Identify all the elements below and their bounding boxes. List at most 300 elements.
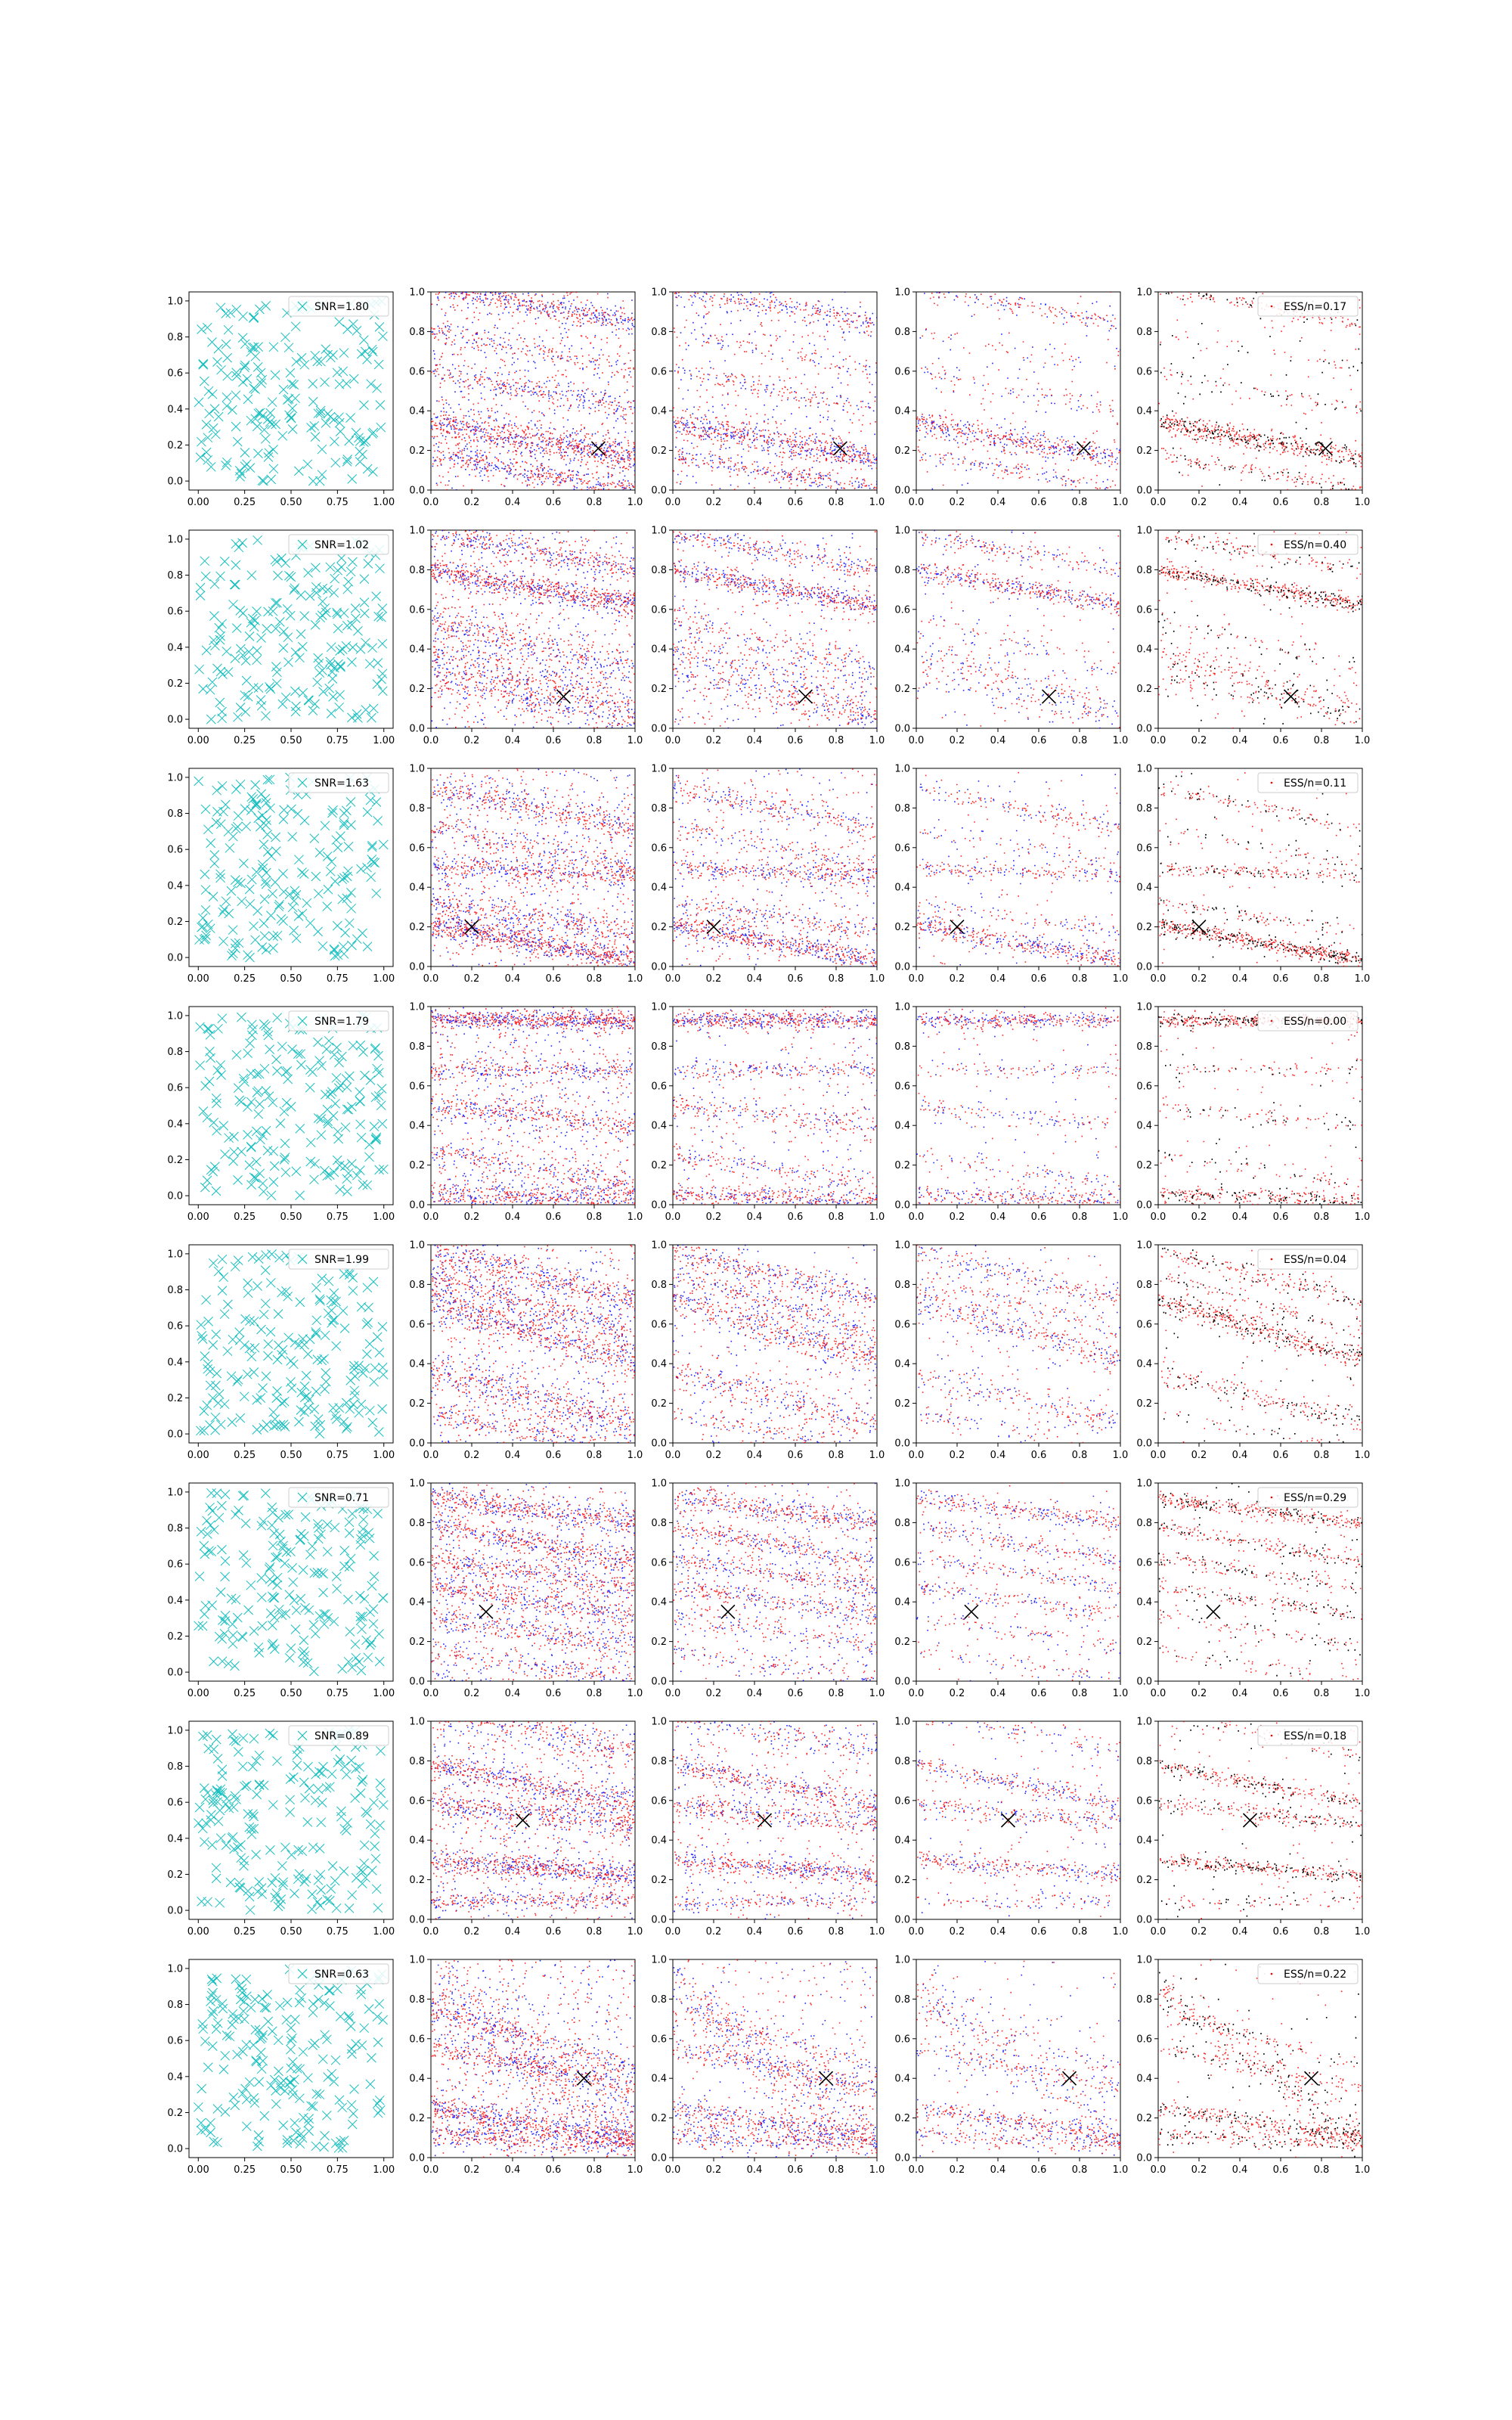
panel-r0-c0-xtick-label: 0.75 bbox=[326, 497, 349, 508]
panel-r0-c4-xtick-label: 0.4 bbox=[1232, 497, 1248, 508]
panel-r3-c3-ytick-label: 0.6 bbox=[894, 1081, 910, 1093]
panel-r3-c1-xtick-label: 0.4 bbox=[504, 1212, 521, 1223]
panel-r2-c1-xtick-label: 0.8 bbox=[586, 973, 603, 985]
panel-r7-c4-xtick-label: 0.2 bbox=[1191, 2164, 1207, 2176]
panel-r1-c4-ytick-label: 0.4 bbox=[1136, 644, 1152, 656]
panel-r0-c3-xtick-label: 0.0 bbox=[908, 497, 925, 508]
panel-r0-c4-xtick-label: 0.0 bbox=[1150, 497, 1167, 508]
panel-r7-c0-xtick-label: 0.50 bbox=[280, 2164, 302, 2176]
panel-r7-c1-ytick-label: 0.0 bbox=[409, 2152, 425, 2164]
panel-r0-c4-ytick-label: 0.4 bbox=[1136, 405, 1152, 417]
panel-r7-c0-ytick-label: 0.8 bbox=[167, 2000, 183, 2012]
panel-r2-c1-ytick-label: 0.0 bbox=[409, 961, 425, 973]
panel-r4-c0-xtick-label: 1.00 bbox=[373, 1450, 395, 1461]
panel-r4-c4-ytick-label: 0.4 bbox=[1136, 1358, 1152, 1370]
panel-r1-c3-ytick-label: 0.4 bbox=[894, 644, 910, 656]
panel-r0-c2-xtick-label: 0.2 bbox=[705, 497, 722, 508]
panel-r0-c4-legend-marker bbox=[1271, 306, 1273, 308]
panel-r7-c0-ytick-label: 1.0 bbox=[167, 1963, 183, 1975]
panel-r1-c0-xtick-label: 0.00 bbox=[187, 735, 209, 746]
panel-r6-c0-xtick-label: 0.75 bbox=[326, 1926, 349, 1938]
panel-r5-c3-ytick-label: 1.0 bbox=[894, 1478, 910, 1490]
panel-r0-c2-xtick-label: 0.6 bbox=[787, 497, 804, 508]
panel-r0-c4-ytick-label: 1.0 bbox=[1136, 287, 1152, 299]
panel-r1-c4-xtick-label: 1.0 bbox=[1354, 735, 1371, 746]
panel-r3-c0-xtick-label: 0.75 bbox=[326, 1212, 349, 1223]
panel-r3-c2-ytick-label: 0.0 bbox=[651, 1199, 667, 1212]
panel-r0-c2-xtick-label: 0.4 bbox=[746, 497, 763, 508]
panel-r0-c0-ytick-label: 0.6 bbox=[167, 368, 183, 380]
panel-r3-c1-ytick-label: 1.0 bbox=[409, 1001, 425, 1013]
panel-r1-c2-xtick-label: 0.2 bbox=[705, 735, 722, 746]
panel-r3-c1-ytick-label: 0.8 bbox=[409, 1041, 425, 1053]
panel-r3-c3-ytick-label: 1.0 bbox=[894, 1001, 910, 1013]
panel-r2-c2-ytick-label: 0.4 bbox=[651, 882, 667, 894]
panel-r2-c1-ytick-label: 1.0 bbox=[409, 763, 425, 775]
panel-r4-c2-ytick-label: 0.6 bbox=[651, 1319, 667, 1331]
panel-r6-c4-ytick-label: 0.0 bbox=[1136, 1914, 1152, 1926]
panel-r4-c3-ytick-label: 0.8 bbox=[894, 1279, 910, 1291]
panel-r3-c3-xtick-label: 0.2 bbox=[949, 1212, 965, 1223]
panel-r4-c4-xtick-label: 0.6 bbox=[1272, 1450, 1289, 1461]
panel-r6-c1-ytick-label: 1.0 bbox=[409, 1716, 425, 1728]
panel-r5-c2-xtick-label: 0.0 bbox=[665, 1688, 681, 1699]
panel-r6-c1-ytick-label: 0.0 bbox=[409, 1914, 425, 1926]
panel-r7-c3-xtick-label: 1.0 bbox=[1112, 2164, 1129, 2176]
panel-r6-c0-ytick-label: 0.8 bbox=[167, 1761, 183, 1773]
panel-r7-c2-xtick-label: 0.4 bbox=[746, 2164, 763, 2176]
panel-r3-c3-ytick-label: 0.2 bbox=[894, 1160, 910, 1172]
panel-r0-c3-xtick-label: 1.0 bbox=[1112, 497, 1129, 508]
panel-r4-c4-xtick-label: 0.4 bbox=[1232, 1450, 1248, 1461]
panel-r5-c4-ytick-label: 0.8 bbox=[1136, 1517, 1152, 1529]
panel-r6-c4-xtick-label: 0.2 bbox=[1191, 1926, 1207, 1938]
panel-r0-c3-xtick-label: 0.6 bbox=[1030, 497, 1047, 508]
panel-r2-c0-xtick-label: 0.25 bbox=[234, 973, 256, 985]
panel-r6-c2-ytick-label: 1.0 bbox=[651, 1716, 667, 1728]
panel-r1-c2-xtick-label: 0.6 bbox=[787, 735, 804, 746]
panel-r2-c3-xtick-label: 0.8 bbox=[1071, 973, 1088, 985]
panel-r2-c0-ytick-label: 0.4 bbox=[167, 880, 183, 892]
panel-r4-c4-ytick-label: 1.0 bbox=[1136, 1239, 1152, 1252]
panel-r4-c4-ytick-label: 0.2 bbox=[1136, 1398, 1152, 1410]
panel-r7-c3-ytick-label: 1.0 bbox=[894, 1954, 910, 1966]
panel-r6-c1-xtick-label: 0.6 bbox=[545, 1926, 562, 1938]
panel-r1-c1-xtick-label: 1.0 bbox=[627, 735, 643, 746]
panel-r5-c1-xtick-label: 0.0 bbox=[423, 1688, 439, 1699]
panel-r6-c3-ytick-label: 0.6 bbox=[894, 1795, 910, 1807]
panel-r2-c2-ytick-label: 0.8 bbox=[651, 802, 667, 814]
panel-r4-c4-xtick-label: 1.0 bbox=[1354, 1450, 1371, 1461]
panel-r6-c2-xtick-label: 1.0 bbox=[869, 1926, 885, 1938]
panel-r6-c4-xtick-label: 1.0 bbox=[1354, 1926, 1371, 1938]
panel-r1-c1-xtick-label: 0.0 bbox=[423, 735, 439, 746]
panel-r4-c2-ytick-label: 0.2 bbox=[651, 1398, 667, 1410]
panel-r1-c2-xtick-label: 0.8 bbox=[828, 735, 844, 746]
panel-r2-c0-ytick-label: 0.8 bbox=[167, 808, 183, 821]
panel-r5-c3-xtick-label: 0.4 bbox=[990, 1688, 1006, 1699]
panel-r2-c0-ytick-label: 0.6 bbox=[167, 844, 183, 856]
panel-r7-c4-xtick-label: 0.6 bbox=[1272, 2164, 1289, 2176]
panel-r2-c1-ytick-label: 0.2 bbox=[409, 922, 425, 934]
panel-r1-c1-xtick-label: 0.6 bbox=[545, 735, 562, 746]
panel-r4-c1-xtick-label: 0.6 bbox=[545, 1450, 562, 1461]
panel-r1-c3-ytick-label: 0.0 bbox=[894, 723, 910, 735]
panel-r1-c1-ytick-label: 0.6 bbox=[409, 604, 425, 616]
panel-r0-c0-xtick-label: 0.50 bbox=[280, 497, 302, 508]
panel-r4-c0-ytick-label: 0.4 bbox=[167, 1357, 183, 1369]
panel-r5-c0-xtick-label: 0.75 bbox=[326, 1688, 349, 1699]
panel-r2-c4-xtick-label: 0.2 bbox=[1191, 973, 1207, 985]
panel-r4-c1-ytick-label: 0.4 bbox=[409, 1358, 425, 1370]
panel-r3-c2-xtick-label: 1.0 bbox=[869, 1212, 885, 1223]
panel-r7-c4-ytick-label: 0.6 bbox=[1136, 2034, 1152, 2046]
panel-r0-c4-legend-label: ESS/n=0.17 bbox=[1284, 301, 1347, 313]
panel-r7-c4-legend-label: ESS/n=0.22 bbox=[1284, 1969, 1347, 1981]
panel-r3-c0-xtick-label: 1.00 bbox=[373, 1212, 395, 1223]
panel-r7-c2-xtick-label: 1.0 bbox=[869, 2164, 885, 2176]
panel-r2-c0-ytick-label: 0.0 bbox=[167, 952, 183, 964]
panel-r4-c0-ytick-label: 0.2 bbox=[167, 1392, 183, 1404]
panel-r1-c0-ytick-label: 0.4 bbox=[167, 642, 183, 654]
panel-r1-c2-ytick-label: 0.8 bbox=[651, 564, 667, 576]
panel-r1-c2-xtick-label: 0.0 bbox=[665, 735, 681, 746]
panel-r1-c3-xtick-label: 1.0 bbox=[1112, 735, 1129, 746]
panel-r2-c4-ytick-label: 0.0 bbox=[1136, 961, 1152, 973]
panel-r5-c0-ytick-label: 0.6 bbox=[167, 1559, 183, 1571]
panel-r7-c4-ytick-label: 0.0 bbox=[1136, 2152, 1152, 2164]
panel-r2-c2-xtick-label: 0.8 bbox=[828, 973, 844, 985]
panel-r1-c0-ytick-label: 0.8 bbox=[167, 570, 183, 582]
panel-r3-c0-ytick-label: 0.8 bbox=[167, 1047, 183, 1059]
panel-r7-c0-ytick-label: 0.0 bbox=[167, 2143, 183, 2155]
panel-r4-c1-ytick-label: 0.0 bbox=[409, 1438, 425, 1450]
panel-r3-c1-xtick-label: 0.8 bbox=[586, 1212, 603, 1223]
panel-r1-c3-xtick-label: 0.2 bbox=[949, 735, 965, 746]
panel-r4-c4-xtick-label: 0.0 bbox=[1150, 1450, 1167, 1461]
panel-r1-c2-ytick-label: 1.0 bbox=[651, 525, 667, 537]
panel-r6-c2-ytick-label: 0.4 bbox=[651, 1835, 667, 1847]
panel-r5-c3-xtick-label: 0.2 bbox=[949, 1688, 965, 1699]
panel-r0-c2-xtick-label: 1.0 bbox=[869, 497, 885, 508]
panel-r4-c2-xtick-label: 0.0 bbox=[665, 1450, 681, 1461]
panel-r2-c4-xtick-label: 0.6 bbox=[1272, 973, 1289, 985]
panel-r1-c2-ytick-label: 0.4 bbox=[651, 644, 667, 656]
panel-r5-c1-ytick-label: 0.2 bbox=[409, 1637, 425, 1649]
panel-r3-c1-ytick-label: 0.0 bbox=[409, 1199, 425, 1212]
panel-r6-c1-ytick-label: 0.2 bbox=[409, 1875, 425, 1887]
panel-r0-c4-ytick-label: 0.0 bbox=[1136, 485, 1152, 497]
panel-r0-c0-ytick-label: 0.2 bbox=[167, 439, 183, 451]
panel-r5-c3-ytick-label: 0.8 bbox=[894, 1517, 910, 1529]
panel-r3-c2-xtick-label: 0.6 bbox=[787, 1212, 804, 1223]
panel-r2-c1-xtick-label: 0.0 bbox=[423, 973, 439, 985]
panel-r7-c2-xtick-label: 0.0 bbox=[665, 2164, 681, 2176]
panel-r7-c0-ytick-label: 0.6 bbox=[167, 2035, 183, 2047]
panel-r1-c0-ytick-label: 1.0 bbox=[167, 534, 183, 546]
panel-r5-c1-xtick-label: 0.8 bbox=[586, 1688, 603, 1699]
panel-r3-c2-ytick-label: 0.6 bbox=[651, 1081, 667, 1093]
panel-r7-c2-ytick-label: 0.4 bbox=[651, 2073, 667, 2085]
panel-r6-c1-xtick-label: 0.8 bbox=[586, 1926, 603, 1938]
panel-r5-c4-ytick-label: 0.4 bbox=[1136, 1596, 1152, 1609]
panel-r4-c3-xtick-label: 0.2 bbox=[949, 1450, 965, 1461]
panel-r1-c4-ytick-label: 0.2 bbox=[1136, 684, 1152, 696]
panel-r6-c1-xtick-label: 0.0 bbox=[423, 1926, 439, 1938]
panel-r0-c2-ytick-label: 1.0 bbox=[651, 287, 667, 299]
panel-r6-c4-ytick-label: 1.0 bbox=[1136, 1716, 1152, 1728]
panel-r5-c2-xtick-label: 1.0 bbox=[869, 1688, 885, 1699]
panel-r6-c4-legend-marker bbox=[1271, 1735, 1273, 1737]
panel-r4-c2-ytick-label: 0.8 bbox=[651, 1279, 667, 1291]
panel-r4-c2-ytick-label: 0.0 bbox=[651, 1438, 667, 1450]
panel-r4-c0-ytick-label: 0.8 bbox=[167, 1285, 183, 1297]
panel-r4-c1-xtick-label: 1.0 bbox=[627, 1450, 643, 1461]
panel-r3-c4-legend-marker bbox=[1271, 1020, 1273, 1022]
panel-r1-c1-ytick-label: 1.0 bbox=[409, 525, 425, 537]
panel-r4-c3-ytick-label: 0.4 bbox=[894, 1358, 910, 1370]
panel-r3-c0-ytick-label: 0.6 bbox=[167, 1082, 183, 1094]
panel-r7-c1-xtick-label: 0.8 bbox=[586, 2164, 603, 2176]
panel-r5-c4-xtick-label: 1.0 bbox=[1354, 1688, 1371, 1699]
panel-r0-c1-xtick-label: 0.8 bbox=[586, 497, 603, 508]
panel-r0-c2-xtick-label: 0.0 bbox=[665, 497, 681, 508]
panel-r3-c4-ytick-label: 0.8 bbox=[1136, 1041, 1152, 1053]
panel-r0-c1-ytick-label: 0.0 bbox=[409, 485, 425, 497]
panel-r6-c4-xtick-label: 0.8 bbox=[1313, 1926, 1330, 1938]
panel-r5-c2-xtick-label: 0.6 bbox=[787, 1688, 804, 1699]
panel-r1-c3-xtick-label: 0.4 bbox=[990, 735, 1006, 746]
panel-r4-c0-legend-label: SNR=1.99 bbox=[314, 1254, 369, 1266]
panel-r5-c0-ytick-label: 0.0 bbox=[167, 1667, 183, 1679]
panel-r5-c0-ytick-label: 0.4 bbox=[167, 1595, 183, 1607]
panel-r6-c1-ytick-label: 0.4 bbox=[409, 1835, 425, 1847]
panel-r7-c2-ytick-label: 0.2 bbox=[651, 2113, 667, 2125]
panel-r1-c4-xtick-label: 0.8 bbox=[1313, 735, 1330, 746]
panel-r2-c2-xtick-label: 0.2 bbox=[705, 973, 722, 985]
panel-r4-c0-ytick-label: 0.0 bbox=[167, 1429, 183, 1441]
panel-r4-c1-ytick-label: 0.8 bbox=[409, 1279, 425, 1291]
panel-r6-c2-ytick-label: 0.6 bbox=[651, 1795, 667, 1807]
panel-r6-c0-legend-label: SNR=0.89 bbox=[314, 1730, 369, 1742]
panel-r5-c0-xtick-label: 0.00 bbox=[187, 1688, 209, 1699]
panel-r2-c0-ytick-label: 0.2 bbox=[167, 916, 183, 928]
panel-r2-c4-xtick-label: 0.8 bbox=[1313, 973, 1330, 985]
panel-r7-c2-xtick-label: 0.2 bbox=[705, 2164, 722, 2176]
panel-r7-c3-ytick-label: 0.6 bbox=[894, 2034, 910, 2046]
panel-r5-c1-xtick-label: 1.0 bbox=[627, 1688, 643, 1699]
panel-r5-c3-ytick-label: 0.4 bbox=[894, 1596, 910, 1609]
panel-r3-c3-xtick-label: 1.0 bbox=[1112, 1212, 1129, 1223]
panel-r5-c1-ytick-label: 1.0 bbox=[409, 1478, 425, 1490]
panel-r0-c4-xtick-label: 0.2 bbox=[1191, 497, 1207, 508]
panel-r1-c1-ytick-label: 0.0 bbox=[409, 723, 425, 735]
panel-r7-c4-legend-marker bbox=[1271, 1973, 1273, 1975]
panel-r3-c0-ytick-label: 1.0 bbox=[167, 1010, 183, 1022]
panel-r0-c3-xtick-label: 0.2 bbox=[949, 497, 965, 508]
panel-r5-c2-ytick-label: 0.6 bbox=[651, 1557, 667, 1569]
panel-r2-c4-ytick-label: 0.2 bbox=[1136, 922, 1152, 934]
panel-r7-c3-xtick-label: 0.8 bbox=[1071, 2164, 1088, 2176]
panel-r7-c1-ytick-label: 1.0 bbox=[409, 1954, 425, 1966]
panel-r3-c1-xtick-label: 0.0 bbox=[423, 1212, 439, 1223]
panel-r7-c1-ytick-label: 0.8 bbox=[409, 1993, 425, 2006]
panel-r6-c4-xtick-label: 0.6 bbox=[1272, 1926, 1289, 1938]
panel-r5-c4-legend-marker bbox=[1271, 1497, 1273, 1499]
panel-r4-c3-xtick-label: 0.6 bbox=[1030, 1450, 1047, 1461]
panel-r6-c2-xtick-label: 0.8 bbox=[828, 1926, 844, 1938]
panel-r3-c3-ytick-label: 0.8 bbox=[894, 1041, 910, 1053]
panel-r1-c4-xtick-label: 0.2 bbox=[1191, 735, 1207, 746]
panel-r3-c0-legend-label: SNR=1.79 bbox=[314, 1016, 369, 1028]
panel-r3-c2-ytick-label: 0.4 bbox=[651, 1120, 667, 1132]
panel-r7-c4-xtick-label: 0.0 bbox=[1150, 2164, 1167, 2176]
panel-r0-c0-ytick-label: 0.8 bbox=[167, 332, 183, 344]
panel-r3-c4-legend-label: ESS/n=0.00 bbox=[1284, 1016, 1347, 1028]
panel-r1-c0-xtick-label: 0.50 bbox=[280, 735, 302, 746]
panel-r3-c1-ytick-label: 0.6 bbox=[409, 1081, 425, 1093]
panel-r2-c4-xtick-label: 1.0 bbox=[1354, 973, 1371, 985]
panel-r1-c1-xtick-label: 0.8 bbox=[586, 735, 603, 746]
panel-r1-c3-ytick-label: 1.0 bbox=[894, 525, 910, 537]
panel-r5-c3-ytick-label: 0.2 bbox=[894, 1637, 910, 1649]
panel-r7-c3-ytick-label: 0.8 bbox=[894, 1993, 910, 2006]
panel-r5-c1-xtick-label: 0.6 bbox=[545, 1688, 562, 1699]
panel-r2-c2-ytick-label: 0.6 bbox=[651, 842, 667, 855]
panel-r6-c3-ytick-label: 0.4 bbox=[894, 1835, 910, 1847]
panel-r2-c3-ytick-label: 1.0 bbox=[894, 763, 910, 775]
panel-r6-c2-ytick-label: 0.8 bbox=[651, 1755, 667, 1767]
panel-r5-c2-ytick-label: 0.2 bbox=[651, 1637, 667, 1649]
panel-r0-c2-ytick-label: 0.4 bbox=[651, 405, 667, 417]
panel-r1-c3-ytick-label: 0.8 bbox=[894, 564, 910, 576]
panel-r3-c3-xtick-label: 0.6 bbox=[1030, 1212, 1047, 1223]
panel-r1-c4-xtick-label: 0.4 bbox=[1232, 735, 1248, 746]
panel-r6-c4-xtick-label: 0.0 bbox=[1150, 1926, 1167, 1938]
panel-r1-c3-xtick-label: 0.6 bbox=[1030, 735, 1047, 746]
panel-r2-c1-ytick-label: 0.8 bbox=[409, 802, 425, 814]
panel-r3-c4-xtick-label: 0.2 bbox=[1191, 1212, 1207, 1223]
panel-r5-c0-xtick-label: 0.25 bbox=[234, 1688, 256, 1699]
panel-r1-c4-ytick-label: 0.8 bbox=[1136, 564, 1152, 576]
panel-r4-c0-xtick-label: 0.25 bbox=[234, 1450, 256, 1461]
panel-r6-c0-ytick-label: 0.0 bbox=[167, 1905, 183, 1917]
panel-r3-c0-ytick-label: 0.0 bbox=[167, 1190, 183, 1202]
panel-r0-c1-ytick-label: 1.0 bbox=[409, 287, 425, 299]
panel-r2-c2-ytick-label: 0.0 bbox=[651, 961, 667, 973]
panel-r6-c3-xtick-label: 0.0 bbox=[908, 1926, 925, 1938]
panel-r3-c4-xtick-label: 0.8 bbox=[1313, 1212, 1330, 1223]
panel-r7-c3-xtick-label: 0.6 bbox=[1030, 2164, 1047, 2176]
panel-r1-c4-legend-marker bbox=[1271, 544, 1273, 546]
panel-r1-c1-ytick-label: 0.8 bbox=[409, 564, 425, 576]
panel-r5-c0-ytick-label: 1.0 bbox=[167, 1487, 183, 1499]
panel-r2-c0-xtick-label: 0.50 bbox=[280, 973, 302, 985]
panel-r4-c3-xtick-label: 0.8 bbox=[1071, 1450, 1088, 1461]
panel-r1-c2-xtick-label: 0.4 bbox=[746, 735, 763, 746]
panel-r4-c3-ytick-label: 0.0 bbox=[894, 1438, 910, 1450]
panel-r0-c4-xtick-label: 1.0 bbox=[1354, 497, 1371, 508]
panel-r4-c2-ytick-label: 1.0 bbox=[651, 1239, 667, 1252]
panel-r7-c3-xtick-label: 0.4 bbox=[990, 2164, 1006, 2176]
panel-r4-c2-xtick-label: 0.2 bbox=[705, 1450, 722, 1461]
panel-r3-c4-ytick-label: 1.0 bbox=[1136, 1001, 1152, 1013]
panel-r5-c4-legend-label: ESS/n=0.29 bbox=[1284, 1492, 1347, 1504]
panel-r6-c3-xtick-label: 0.4 bbox=[990, 1926, 1006, 1938]
panel-r6-c0-xtick-label: 1.00 bbox=[373, 1926, 395, 1938]
panel-r7-c0-ytick-label: 0.2 bbox=[167, 2107, 183, 2119]
panel-r5-c4-ytick-label: 0.6 bbox=[1136, 1557, 1152, 1569]
panel-r5-c3-ytick-label: 0.0 bbox=[894, 1676, 910, 1688]
panel-r2-c0-xtick-label: 0.00 bbox=[187, 973, 209, 985]
panel-r4-c0-xtick-label: 0.50 bbox=[280, 1450, 302, 1461]
panel-r3-c1-xtick-label: 0.2 bbox=[463, 1212, 480, 1223]
panel-r5-c1-ytick-label: 0.8 bbox=[409, 1517, 425, 1529]
panel-r6-c3-xtick-label: 0.6 bbox=[1030, 1926, 1047, 1938]
panel-r1-c4-xtick-label: 0.6 bbox=[1272, 735, 1289, 746]
panel-r4-c4-legend-label: ESS/n=0.04 bbox=[1284, 1254, 1347, 1266]
panel-r2-c3-ytick-label: 0.6 bbox=[894, 842, 910, 855]
panel-r6-c0-ytick-label: 0.6 bbox=[167, 1797, 183, 1809]
panel-r5-c1-xtick-label: 0.2 bbox=[463, 1688, 480, 1699]
panel-r2-c3-ytick-label: 0.2 bbox=[894, 922, 910, 934]
panel-r7-c4-ytick-label: 1.0 bbox=[1136, 1954, 1152, 1966]
panel-r0-c4-ytick-label: 0.2 bbox=[1136, 445, 1152, 458]
panel-r0-c0-xtick-label: 0.00 bbox=[187, 497, 209, 508]
panel-r0-c3-ytick-label: 0.6 bbox=[894, 366, 910, 378]
panel-r4-c4-ytick-label: 0.6 bbox=[1136, 1319, 1152, 1331]
panel-r7-c3-ytick-label: 0.2 bbox=[894, 2113, 910, 2125]
panel-r6-c2-ytick-label: 0.2 bbox=[651, 1875, 667, 1887]
panel-r2-c2-xtick-label: 0.4 bbox=[746, 973, 763, 985]
panel-r7-c2-xtick-label: 0.6 bbox=[787, 2164, 804, 2176]
panel-r1-c0-xtick-label: 0.25 bbox=[234, 735, 256, 746]
panel-r5-c4-ytick-label: 1.0 bbox=[1136, 1478, 1152, 1490]
panel-r3-c1-xtick-label: 0.6 bbox=[545, 1212, 562, 1223]
panel-r4-c0-ytick-label: 0.6 bbox=[167, 1320, 183, 1333]
panel-r5-c0-xtick-label: 1.00 bbox=[373, 1688, 395, 1699]
panel-r2-c4-ytick-label: 0.8 bbox=[1136, 802, 1152, 814]
panel-r0-c1-xtick-label: 0.2 bbox=[463, 497, 480, 508]
panel-r2-c3-ytick-label: 0.8 bbox=[894, 802, 910, 814]
panel-r2-c0-xtick-label: 0.75 bbox=[326, 973, 349, 985]
panel-r4-c1-xtick-label: 0.0 bbox=[423, 1450, 439, 1461]
panel-r2-c4-legend-label: ESS/n=0.11 bbox=[1284, 777, 1347, 790]
panel-r6-c1-ytick-label: 0.6 bbox=[409, 1795, 425, 1807]
panel-r5-c2-ytick-label: 0.8 bbox=[651, 1517, 667, 1529]
panel-r6-c4-ytick-label: 0.4 bbox=[1136, 1835, 1152, 1847]
panel-r7-c4-ytick-label: 0.2 bbox=[1136, 2113, 1152, 2125]
panel-r5-c1-ytick-label: 0.0 bbox=[409, 1676, 425, 1688]
panel-r4-c3-ytick-label: 0.2 bbox=[894, 1398, 910, 1410]
panel-r6-c4-xtick-label: 0.4 bbox=[1232, 1926, 1248, 1938]
panel-r6-c3-xtick-label: 1.0 bbox=[1112, 1926, 1129, 1938]
panel-r0-c0-xtick-label: 1.00 bbox=[373, 497, 395, 508]
panel-r4-c4-xtick-label: 0.8 bbox=[1313, 1450, 1330, 1461]
panel-r7-c2-ytick-label: 1.0 bbox=[651, 1954, 667, 1966]
panel-r4-c1-ytick-label: 1.0 bbox=[409, 1239, 425, 1252]
panel-r2-c2-ytick-label: 1.0 bbox=[651, 763, 667, 775]
panel-r3-c3-ytick-label: 0.4 bbox=[894, 1120, 910, 1132]
panel-r4-c2-xtick-label: 1.0 bbox=[869, 1450, 885, 1461]
panel-r5-c0-xtick-label: 0.50 bbox=[280, 1688, 302, 1699]
panel-r0-c1-ytick-label: 0.4 bbox=[409, 405, 425, 417]
panel-r0-c0-ytick-label: 1.0 bbox=[167, 296, 183, 308]
panel-r4-c4-ytick-label: 0.8 bbox=[1136, 1279, 1152, 1291]
panel-r5-c0-legend-label: SNR=0.71 bbox=[314, 1492, 369, 1504]
panel-r5-c4-ytick-label: 0.2 bbox=[1136, 1637, 1152, 1649]
panel-r3-c2-xtick-label: 0.0 bbox=[665, 1212, 681, 1223]
